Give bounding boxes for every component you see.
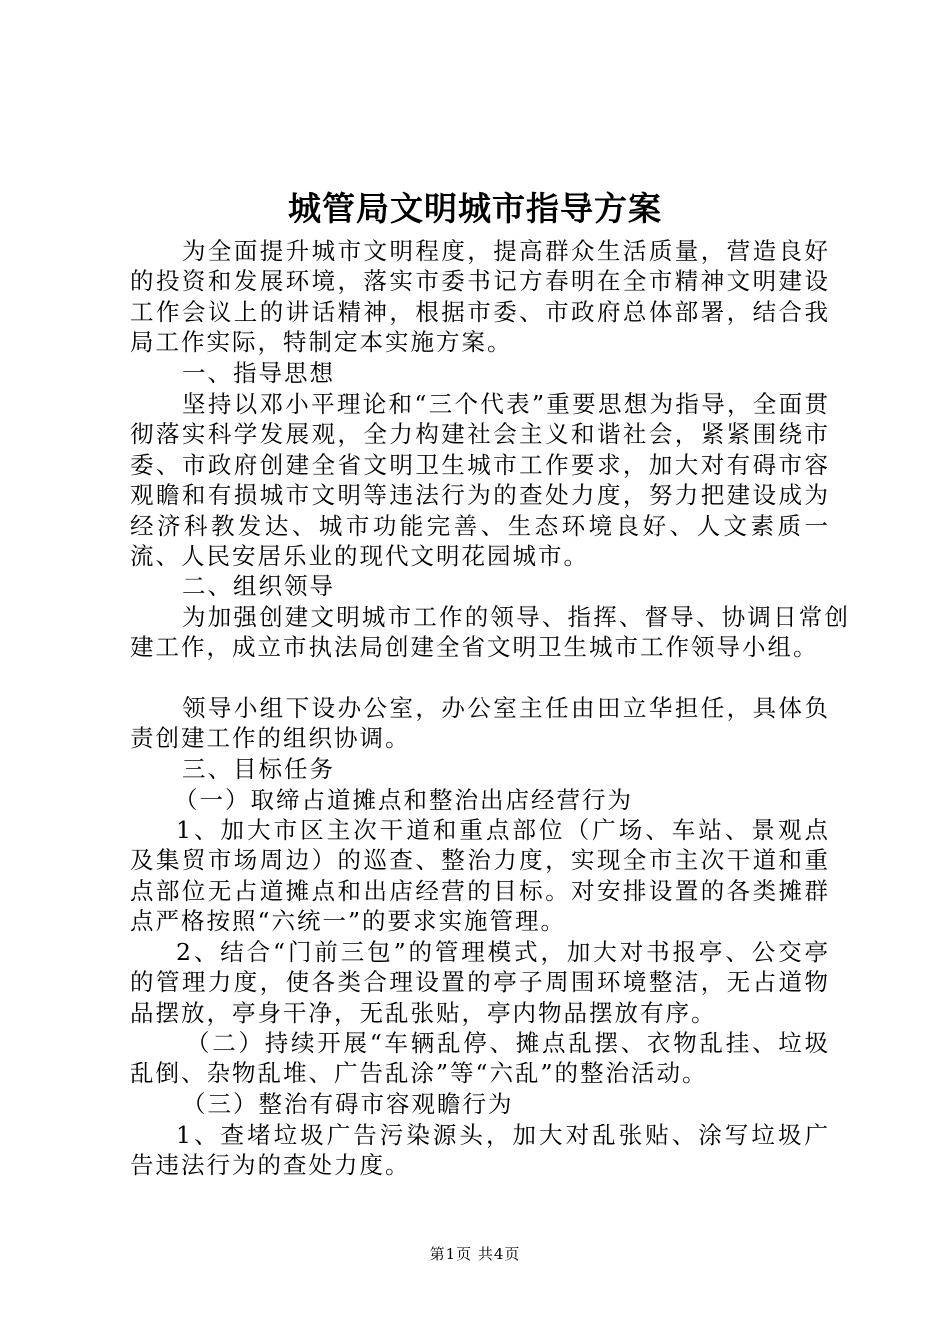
task-stalls-item-1: 1、加大市区主次干道和重点部位（广场、车站、景观点及集贸市场周边）的巡查、整治力度，实现全市主次干道和重点部位无占道摊点和出店经营的目标。对安排设置的各类摊群点严格按照“六统一”的要求实施管理。: [130, 816, 830, 936]
office-paragraph: 领导小组下设办公室，办公室主任由田立华担任，具体负责创建工作的组织协调。: [130, 694, 830, 753]
section-heading-targets: 三、目标任务: [182, 755, 335, 783]
task-heading-city-appearance: （三）整治有碍市容观瞻行为: [182, 1090, 514, 1118]
task-heading-stalls: （一）取缔占道摊点和整治出店经营行为: [174, 786, 633, 814]
task-stalls-item-2: 2、结合“门前三包”的管理模式，加大对书报亭、公交亭的管理力度，使各类合理设置的亭子周围环境整洁，无占道物品摆放，亭身干净，无乱张贴，亭内物品摆放有序。: [130, 938, 830, 1027]
page-footer: 第1页 共4页: [429, 1245, 521, 1263]
section-heading-guiding-thought: 一、指导思想: [182, 359, 335, 387]
intro-paragraph: 为全面提升城市文明程度，提高群众生活质量，营造良好的投资和发展环境，落实市委书记方春明在全市精神文明建设工作会议上的讲话精神，根据市委、市政府总体部署，结合我局工作实际，特制定本实施方案。: [130, 237, 830, 357]
document-title: 城管局文明城市指导方案: [288, 189, 662, 228]
guiding-thought-paragraph: 坚持以邓小平理论和“三个代表”重要思想为指导，全面贯彻落实科学发展观，全力构建社会主义和谐社会，紧紧围绕市委、市政府创建全省文明卫生城市工作要求，加大对有碍市容观瞻和有损城市文明等违法行为的查处力度，努力把建设成为经济科教发达、城市功能完善、生态环境良好、人文素质一流、人民安居乐业的现代文明花园城市。: [130, 390, 830, 571]
task-six-disorders-paragraph: （二）持续开展“车辆乱停、摊点乱摆、衣物乱挂、垃圾乱倒、杂物乱堆、广告乱涂”等“六乱”的整治活动。: [130, 1029, 830, 1088]
organization-paragraph: 为加强创建文明城市工作的领导、指挥、督导、协调日常创建工作，成立市执法局创建全省文明卫生城市工作领导小组。: [130, 603, 850, 662]
task-city-appearance-item-1: 1、查堵垃圾广告污染源头，加大对乱张贴、涂写垃圾广告违法行为的查处力度。: [130, 1121, 830, 1180]
section-heading-organization: 二、组织领导: [182, 572, 335, 600]
